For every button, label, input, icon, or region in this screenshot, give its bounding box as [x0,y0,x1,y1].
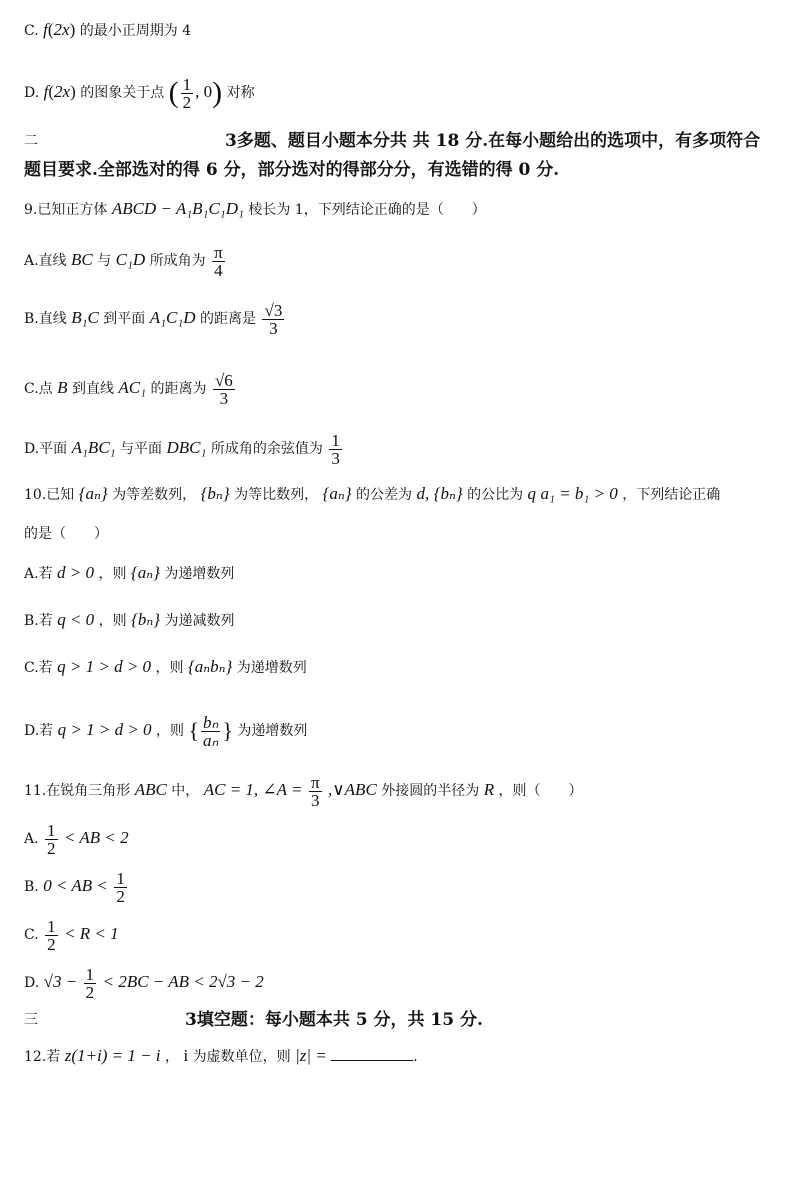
option-text: 的最小正周期为 4 [79,23,192,39]
math-abs-z: |z| = [295,1046,327,1065]
option-text: A.若 [24,566,53,582]
math-f2x: f(2x) [43,20,76,39]
section-2-heading-text [225,131,760,151]
math-expression: q > 1 > d > 0 [57,657,152,676]
option-text: 到直线 [71,381,114,397]
math-d: d, [416,484,430,503]
question-9-option-c [24,366,237,411]
option-text: 到平面 [103,311,146,327]
fraction: $\frac{√6}{3}$ [214,370,233,408]
question-text: 为等差数列， [112,487,197,503]
option-text: 与 [97,253,112,269]
option-text: C.若 [24,660,53,676]
question-11-option-d [24,962,264,1003]
option-text: 与平面 [120,441,163,457]
question-11-option-a [24,818,129,859]
question-text: 为等比数列， [234,487,319,503]
option-text: 为递增数列 [236,660,307,676]
math-expression: A₁C₁D [149,308,196,327]
math-sequence-b: {bₙ} [433,484,463,503]
question-text: 棱长为 1，下列结论正确的是（ ） [248,202,486,218]
math-cube: ABCD − A₁B₁C₁D₁ [111,199,244,218]
question-text: ， [164,1049,179,1065]
math-f2x: f(2x) [43,82,76,101]
math-expression: A₁BC₁ [71,438,116,457]
option-text: D.平面 [24,441,68,457]
question-11-option-b [24,866,129,907]
question-9-option-b [24,296,286,341]
option-text: ，则 [156,723,185,739]
math-expression: BC [71,250,93,269]
answer-blank[interactable] [331,1046,413,1061]
option-c-q8 [24,20,191,41]
question-text: 为虚数单位，则 [192,1049,291,1065]
option-label: B. [24,879,39,895]
question-10-stem-2 [24,524,108,544]
fraction: $\frac{\pi}{4}$ [214,242,223,280]
math-expression: AC₁ [118,378,147,397]
math-expression: B₁C [71,308,99,327]
question-text: 外接圆的半径为 [381,783,480,799]
math-expression: < 2BC − AB < 2√3 − 2 [102,972,264,991]
question-9-option-a [24,240,227,281]
question-9-stem [24,199,486,220]
left-paren: ( [168,76,179,109]
option-text: 为递增数列 [164,566,235,582]
question-text: ，则（ ） [498,783,583,799]
section-heading-text: 共 18 分.在每小题给出的选项中，有多项符合 [412,131,761,151]
math-expression: √3 − [43,972,78,991]
question-text: 的是（ ） [24,526,108,542]
math-expression: q > 1 > d > 0 [57,720,152,739]
math-equation: z(1+i) = 1 − i [64,1046,161,1065]
math-sequence-a: {aₙ} [78,484,108,503]
math-sequence: {aₙ} [130,563,160,582]
left-brace: { [188,718,200,743]
math-r: R [483,780,495,799]
math-expression: C₁D [115,250,146,269]
period: . [413,1049,418,1065]
math-sequence-a: {aₙ} [322,484,352,503]
question-11-stem [24,770,583,811]
math-expression: q < 0 [57,610,95,629]
math-expression: d > 0 [57,563,94,582]
section-heading-text: 5 分，共 15 分. [355,1010,483,1030]
fraction-half: $\frac{1}{2}$ [85,964,95,1002]
right-paren: ) [212,76,223,109]
question-text: 12.若 [24,1049,61,1065]
math-condition: AC = 1, ∠A = [203,780,303,799]
option-label: C. [24,927,39,943]
question-11-option-c [24,914,119,955]
math-expression: B [57,378,68,397]
option-text: 的图象关于点 [80,85,165,101]
question-10-option-c [24,657,307,678]
math-expression: 0 < AB < [43,876,108,895]
section-2-heading [24,131,38,151]
question-10-stem [24,484,720,505]
option-text: ，则 [98,566,127,582]
math-q: q [527,484,537,503]
option-text: 对称 [226,85,255,101]
section-heading-overlap: 3多题、题目小题本分共 [225,131,407,151]
section-number: 二 [24,133,38,149]
question-text: 11.在锐角三角形 [24,783,131,799]
option-text: C.点 [24,381,53,397]
question-text: 的公比为 [467,487,524,503]
question-10-option-a [24,563,234,584]
fraction-pi-3: $\frac{\pi}{3}$ [310,772,320,810]
fraction: $\frac{1}{3}$ [331,430,340,468]
question-text: 的公差为 [355,487,412,503]
section-number: 三 [24,1012,38,1028]
math-triangle: ABC [134,780,167,799]
fraction-half: $\frac{1}{2}$ [47,820,56,858]
option-text: A.直线 [24,253,67,269]
question-12 [24,1046,418,1067]
fraction-bn-an: $\frac{\text{bₙ}}{\text{aₙ}}$ [203,712,219,750]
option-text: 的距离是 [200,311,257,327]
option-text: 为递减数列 [164,613,235,629]
option-text: 所成角为 [149,253,206,269]
question-text: 10.已知 [24,487,75,503]
math-zero: , 0 [195,82,213,101]
question-text: 中， [171,783,200,799]
option-text: 为递增数列 [237,723,308,739]
option-text: D.若 [24,723,54,739]
math-expression: < AB < 2 [63,828,129,847]
fraction: $\frac{√3}{3}$ [264,300,283,338]
math-sequence-b: {bₙ} [200,484,230,503]
option-label: D. [24,975,40,991]
math-expression: DBC₁ [166,438,207,457]
option-text: 所成角的余弦值为 [210,441,323,457]
option-label: A. [24,831,39,847]
math-sequence: {aₙbₙ} [187,657,233,676]
question-10-option-d [24,708,307,753]
section-heading-text: 题目要求.全部选对的得 6 分，部分选对的得部分分，有选错的得 0 分. [24,160,560,180]
question-text: ，下列结论正确 [622,487,721,503]
section-2-heading-text-2 [24,160,559,180]
question-9-option-d [24,426,344,471]
section-3-heading-text [185,1010,483,1030]
question-10-option-b [24,610,235,631]
option-text: ，则 [155,660,184,676]
fraction-half: $\frac{1}{2}$ [47,916,56,954]
section-3-heading [24,1010,38,1030]
option-text: B.若 [24,613,53,629]
option-label: C. [24,23,39,39]
right-brace: } [222,718,233,743]
fraction-half: $\frac{1}{2}$ [182,74,192,112]
option-d-q8 [24,72,255,113]
fraction-half: $\frac{1}{2}$ [116,868,125,906]
math-expression: < R < 1 [64,924,119,943]
math-sequence: {bₙ} [131,610,161,629]
section-heading-overlap: 3填空题：每小题本共 [185,1010,350,1030]
math-condition: ,∨ABC [327,780,377,799]
option-text: 的距离为 [150,381,207,397]
option-label: D. [24,85,40,101]
option-text: ，则 [98,613,127,629]
question-text: 9.已知正方体 [24,202,108,218]
math-i: i [183,1046,189,1065]
math-condition: a₁ = b₁ > 0 [540,484,618,503]
option-text: B.直线 [24,311,67,327]
